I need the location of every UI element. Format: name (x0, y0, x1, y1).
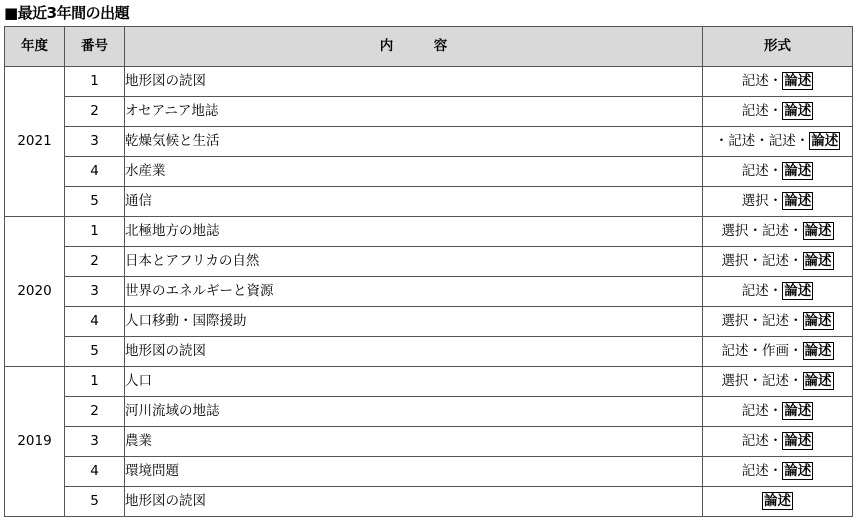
content-cell: 人口 (125, 367, 703, 397)
content-cell: 人口移動・国際援助 (125, 307, 703, 337)
format-separator: ・ (748, 313, 762, 329)
format-separator: ・ (768, 463, 783, 479)
format-cell (703, 217, 853, 247)
content-cell: 世界のエネルギーと資源 (125, 277, 703, 307)
number-cell: 5 (65, 337, 125, 367)
format-separator: ・ (768, 163, 783, 179)
format-boxed-item: 論述 (784, 193, 812, 209)
content-cell: 北極地方の地誌 (125, 217, 703, 247)
table-row (5, 397, 853, 427)
content-cell: 通信 (125, 187, 703, 217)
format-boxed-item: 論述 (784, 403, 812, 419)
year-cell: 2020 (5, 217, 65, 367)
format-separator: ・ (789, 253, 803, 269)
content-cell: 水産業 (125, 157, 703, 187)
format-cell (703, 487, 853, 517)
format-separator: ・ (768, 193, 783, 209)
format-separator: ・ (748, 223, 762, 239)
format-item: 記述 (741, 103, 769, 119)
header-year: 年度 (5, 27, 65, 67)
format-item: 記述 (741, 73, 769, 89)
format-cell (703, 67, 853, 97)
table-body (5, 67, 853, 517)
format-item: 記述 (741, 463, 769, 479)
table-row (5, 97, 853, 127)
format-item: 記述 (721, 343, 749, 359)
format-separator: ・ (748, 343, 762, 359)
exam-questions-table (4, 26, 853, 517)
format-cell (703, 277, 853, 307)
table-row (5, 277, 853, 307)
year-cell: 2019 (5, 367, 65, 517)
format-cell (703, 97, 853, 127)
number-cell: 4 (65, 307, 125, 337)
year-cell: 2021 (5, 67, 65, 217)
content-cell: オセアニア地誌 (125, 97, 703, 127)
table-row (5, 337, 853, 367)
content-cell: 河川流域の地誌 (125, 397, 703, 427)
format-item: 記述 (741, 163, 769, 179)
format-item: 記述 (741, 403, 769, 419)
table-row (5, 427, 853, 457)
number-cell: 1 (65, 367, 125, 397)
format-boxed-item: 論述 (784, 433, 812, 449)
format-item: 記述 (728, 133, 756, 149)
format-boxed-item: 論述 (811, 133, 839, 149)
format-boxed-item: 論述 (784, 103, 812, 119)
format-boxed-item: 論述 (804, 373, 832, 389)
format-item: 選択 (741, 193, 769, 209)
format-boxed-item: 論述 (804, 223, 832, 239)
format-item: 記述 (741, 283, 769, 299)
format-item: 記述 (762, 313, 789, 329)
table-row (5, 247, 853, 277)
format-boxed-item: 論述 (764, 493, 791, 509)
format-cell (703, 187, 853, 217)
table-row (5, 217, 853, 247)
content-cell: 環境問題 (125, 457, 703, 487)
format-item: 記述 (741, 433, 769, 449)
header-number: 番号 (65, 27, 125, 67)
format-separator: ・ (795, 133, 810, 149)
number-cell: 1 (65, 67, 125, 97)
format-item: 作画 (762, 343, 789, 359)
section-heading: ■最近3年間の出題 (4, 4, 130, 22)
number-cell: 5 (65, 187, 125, 217)
format-cell (703, 157, 853, 187)
format-cell (703, 367, 853, 397)
format-item: 選択 (721, 313, 749, 329)
content-cell: 地形図の読図 (125, 67, 703, 97)
format-cell (703, 427, 853, 457)
number-cell: 3 (65, 277, 125, 307)
table-row (5, 127, 853, 157)
number-cell: 4 (65, 157, 125, 187)
format-separator: ・ (789, 373, 803, 389)
format-cell (703, 337, 853, 367)
table-header-row (5, 27, 853, 67)
table-row (5, 457, 853, 487)
format-cell (703, 247, 853, 277)
format-item: 記述 (762, 223, 789, 239)
header-format: 形式 (703, 27, 853, 67)
format-cell (703, 127, 853, 157)
format-boxed-item: 論述 (804, 313, 832, 329)
content-cell: 乾燥気候と生活 (125, 127, 703, 157)
format-item: 記述 (762, 253, 789, 269)
content-cell: 日本とアフリカの自然 (125, 247, 703, 277)
format-cell (703, 307, 853, 337)
format-separator: ・ (768, 73, 783, 89)
format-separator: ・ (768, 403, 783, 419)
format-item: 選択 (721, 373, 749, 389)
format-boxed-item: 論述 (784, 283, 812, 299)
format-separator: ・ (768, 433, 783, 449)
format-boxed-item: 論述 (784, 73, 812, 89)
number-cell: 2 (65, 97, 125, 127)
number-cell: 2 (65, 397, 125, 427)
content-cell: 地形図の読図 (125, 487, 703, 517)
format-separator: ・ (714, 133, 729, 149)
header-content: 内 容 (125, 27, 703, 67)
content-cell: 地形図の読図 (125, 337, 703, 367)
number-cell: 1 (65, 217, 125, 247)
number-cell: 3 (65, 127, 125, 157)
format-boxed-item: 論述 (804, 343, 832, 359)
format-cell (703, 397, 853, 427)
table-row (5, 367, 853, 397)
format-boxed-item: 論述 (784, 463, 812, 479)
table-row (5, 307, 853, 337)
format-separator: ・ (768, 103, 783, 119)
format-separator: ・ (755, 133, 769, 149)
format-item: 記述 (768, 133, 796, 149)
format-separator: ・ (748, 373, 762, 389)
format-separator: ・ (789, 313, 803, 329)
format-boxed-item: 論述 (784, 163, 812, 179)
number-cell: 3 (65, 427, 125, 457)
table-row (5, 487, 853, 517)
format-separator: ・ (789, 223, 803, 239)
format-separator: ・ (768, 283, 783, 299)
format-separator: ・ (748, 253, 762, 269)
number-cell: 4 (65, 457, 125, 487)
format-item: 記述 (762, 373, 789, 389)
table-row (5, 67, 853, 97)
format-item: 選択 (721, 223, 749, 239)
number-cell: 5 (65, 487, 125, 517)
table-row (5, 187, 853, 217)
number-cell: 2 (65, 247, 125, 277)
table-row (5, 157, 853, 187)
format-cell (703, 457, 853, 487)
format-item: 選択 (721, 253, 749, 269)
format-separator: ・ (789, 343, 803, 359)
content-cell: 農業 (125, 427, 703, 457)
format-boxed-item: 論述 (804, 253, 832, 269)
